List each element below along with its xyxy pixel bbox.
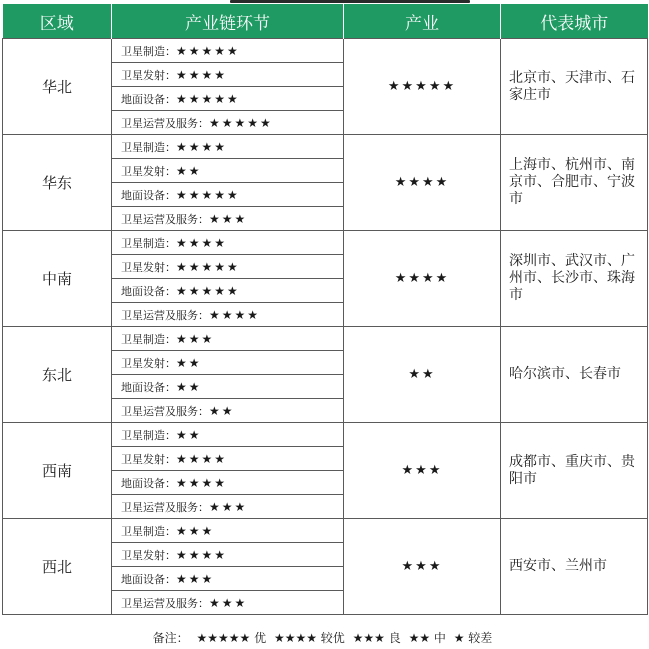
region-name: 西南	[3, 423, 112, 519]
legend-note	[0, 629, 649, 646]
stage-label: 卫星运营及服务：	[121, 500, 209, 514]
table-row	[3, 231, 648, 255]
stage-rating-stars: ★★★★★	[176, 187, 240, 202]
stage-label: 卫星制造：	[121, 332, 176, 346]
stage-rating-stars: ★★★	[176, 523, 215, 538]
industry-rating-stars: ★★★★	[344, 135, 501, 231]
note-rating-good: ★★★ 良	[352, 631, 401, 645]
stage-label: 卫星发射：	[121, 68, 176, 82]
note-rating-very-good: ★★★★ 较优	[273, 631, 345, 645]
chain-stage-cell	[112, 375, 344, 399]
stage-label: 地面设备：	[121, 476, 176, 490]
chain-stage-cell	[112, 495, 344, 519]
representative-cities: 哈尔滨市、长春市	[501, 327, 648, 423]
note-prefix: 备注：	[152, 631, 189, 645]
stage-rating-stars: ★★★★	[176, 139, 228, 154]
chain-stage-cell	[112, 231, 344, 255]
header-region: 区域	[3, 4, 112, 39]
stage-label: 卫星运营及服务：	[121, 308, 209, 322]
stage-rating-stars: ★★★★	[176, 235, 228, 250]
stage-rating-stars: ★★★	[176, 571, 215, 586]
stage-rating-stars: ★★★★★	[209, 115, 273, 130]
chain-stage-cell	[112, 111, 344, 135]
note-rating-poor: ★ 较差	[453, 631, 493, 645]
industry-rating-stars: ★★★	[344, 519, 501, 615]
stage-rating-stars: ★★	[176, 379, 202, 394]
chain-stage-cell	[112, 351, 344, 375]
stage-rating-stars: ★★★★	[176, 451, 228, 466]
chain-stage-cell	[112, 279, 344, 303]
stage-label: 卫星发射：	[121, 164, 176, 178]
industry-rating-stars: ★★★★	[344, 231, 501, 327]
chain-stage-cell	[112, 327, 344, 351]
regional-industry-table	[2, 4, 648, 615]
table-body	[3, 39, 648, 615]
header-chain-stage: 产业链环节	[112, 4, 344, 39]
chain-stage-cell	[112, 519, 344, 543]
stage-rating-stars: ★★★★	[176, 67, 228, 82]
stage-label: 卫星制造：	[121, 524, 176, 538]
industry-rating-stars: ★★	[344, 327, 501, 423]
region-name: 东北	[3, 327, 112, 423]
representative-cities: 上海市、杭州市、南京市、合肥市、宁波市	[501, 135, 648, 231]
chain-stage-cell	[112, 207, 344, 231]
chain-stage-cell	[112, 159, 344, 183]
stage-label: 卫星运营及服务：	[121, 404, 209, 418]
region-name: 华北	[3, 39, 112, 135]
stage-rating-stars: ★★★★	[176, 475, 228, 490]
stage-rating-stars: ★★★★★	[176, 259, 240, 274]
header-row	[3, 4, 648, 39]
stage-rating-stars: ★★★	[209, 595, 248, 610]
table-row	[3, 519, 648, 543]
stage-label: 卫星制造：	[121, 44, 176, 58]
chain-stage-cell	[112, 183, 344, 207]
note-rating-medium: ★★ 中	[408, 631, 446, 645]
chain-stage-cell	[112, 135, 344, 159]
stage-label: 地面设备：	[121, 380, 176, 394]
industry-rating-stars: ★★★	[344, 423, 501, 519]
stage-rating-stars: ★★★★	[209, 307, 261, 322]
chain-stage-cell	[112, 591, 344, 615]
chain-stage-cell	[112, 63, 344, 87]
chain-stage-cell	[112, 303, 344, 327]
chain-stage-cell	[112, 423, 344, 447]
header-industry: 产业	[344, 4, 501, 39]
representative-cities: 北京市、天津市、石家庄市	[501, 39, 648, 135]
chain-stage-cell	[112, 399, 344, 423]
stage-label: 卫星运营及服务：	[121, 596, 209, 610]
region-name: 西北	[3, 519, 112, 615]
representative-cities: 西安市、兰州市	[501, 519, 648, 615]
note-rating-excellent: ★★★★★ 优	[196, 631, 267, 645]
stage-rating-stars: ★★★★★	[176, 283, 240, 298]
stage-rating-stars: ★★	[176, 427, 202, 442]
stage-rating-stars: ★★★	[176, 331, 215, 346]
stage-label: 卫星发射：	[121, 260, 176, 274]
chain-stage-cell	[112, 39, 344, 63]
industry-rating-stars: ★★★★★	[344, 39, 501, 135]
stage-label: 卫星制造：	[121, 428, 176, 442]
stage-label: 地面设备：	[121, 572, 176, 586]
region-name: 华东	[3, 135, 112, 231]
stage-rating-stars: ★★★	[209, 211, 248, 226]
table-row	[3, 423, 648, 447]
chain-stage-cell	[112, 255, 344, 279]
chain-stage-cell	[112, 543, 344, 567]
chain-stage-cell	[112, 471, 344, 495]
stage-rating-stars: ★★	[209, 403, 235, 418]
stage-label: 卫星运营及服务：	[121, 116, 209, 130]
stage-label: 卫星制造：	[121, 236, 176, 250]
stage-label: 地面设备：	[121, 92, 176, 106]
region-name: 中南	[3, 231, 112, 327]
stage-rating-stars: ★★	[176, 355, 202, 370]
stage-rating-stars: ★★	[176, 163, 202, 178]
chain-stage-cell	[112, 447, 344, 471]
header-cities: 代表城市	[501, 4, 648, 39]
stage-label: 卫星制造：	[121, 140, 176, 154]
chain-stage-cell	[112, 567, 344, 591]
stage-rating-stars: ★★★★★	[176, 43, 240, 58]
stage-label: 地面设备：	[121, 188, 176, 202]
stage-rating-stars: ★★★★★	[176, 91, 240, 106]
chain-stage-cell	[112, 87, 344, 111]
table-row	[3, 39, 648, 63]
stage-label: 卫星发射：	[121, 356, 176, 370]
representative-cities: 深圳市、武汉市、广州市、长沙市、珠海市	[501, 231, 648, 327]
stage-label: 卫星发射：	[121, 452, 176, 466]
stage-rating-stars: ★★★★	[176, 547, 228, 562]
stage-label: 卫星运营及服务：	[121, 212, 209, 226]
table-row	[3, 327, 648, 351]
stage-label: 地面设备：	[121, 284, 176, 298]
representative-cities: 成都市、重庆市、贵阳市	[501, 423, 648, 519]
stage-rating-stars: ★★★	[209, 499, 248, 514]
table-row	[3, 135, 648, 159]
stage-label: 卫星发射：	[121, 548, 176, 562]
